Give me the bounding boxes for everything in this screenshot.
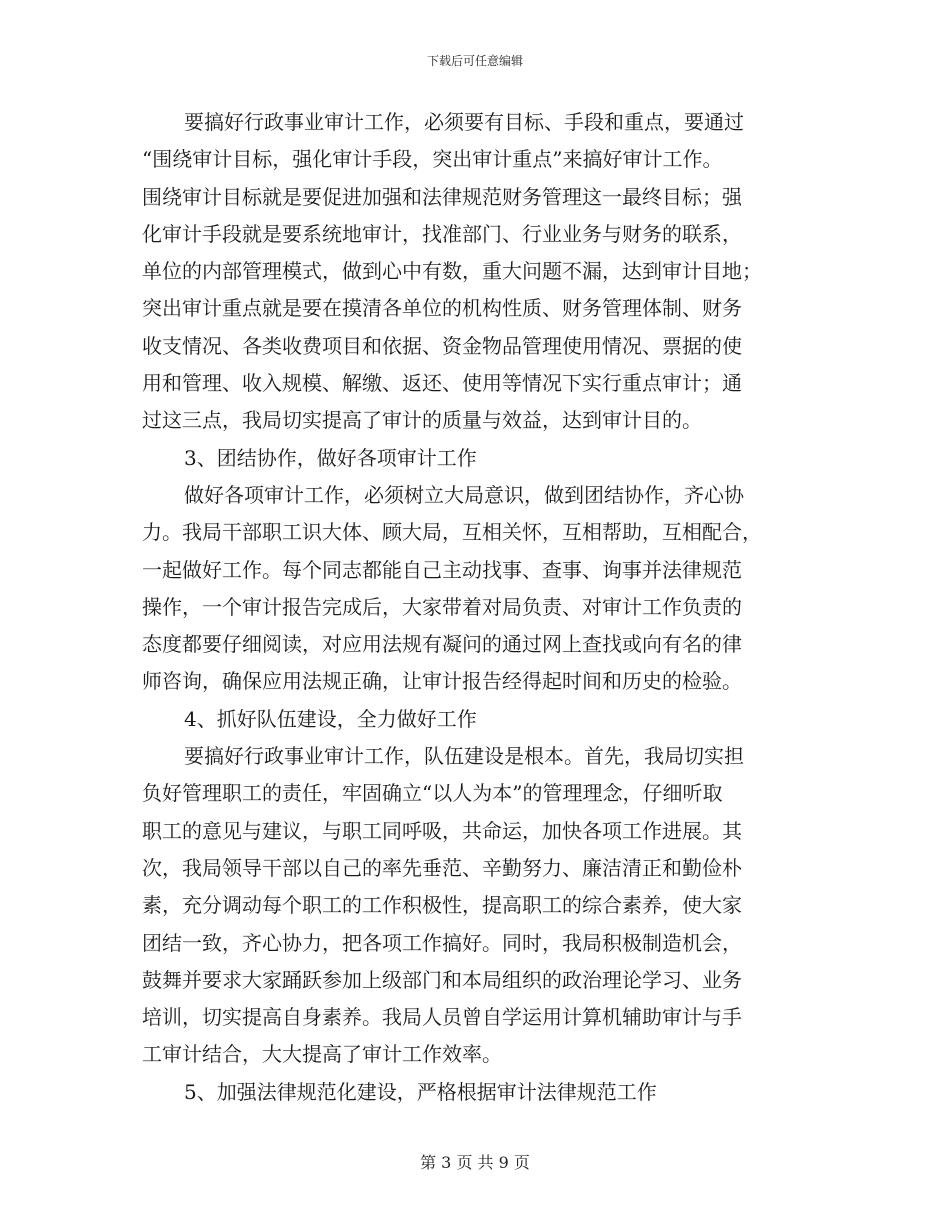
page-footer: 第 3 页 共 9 页 bbox=[420, 1153, 530, 1172]
paragraph-line: 要搞好行政事业审计工作，必须要有目标、手段和重点，要通过 bbox=[184, 110, 744, 134]
paragraph-line: 职工的意见与建议，与职工同呼吸，共命运，加快各项工作进展。其 bbox=[142, 818, 742, 843]
paragraph-line: “围绕审计目标，强化审计手段，突出审计重点”来搞好审计工作。 bbox=[142, 147, 723, 172]
paragraph-line: 培训，切实提高自身素养。我局人员曾自学运用计算机辅助审计与手 bbox=[142, 1005, 742, 1030]
section-heading: 5、加强法律规范化建设，严格根据审计法律规范工作 bbox=[184, 1079, 657, 1104]
paragraph-line: 单位的内部管理模式，做到心中有数，重大问题不漏，达到审计目地； bbox=[142, 259, 762, 284]
paragraph-line: 围绕审计目标就是要促进加强和法律规范财务管理这一最终目标；强 bbox=[142, 184, 742, 209]
paragraph-line: 素，充分调动每个职工的工作积极性，提高职工的综合素养，使大家 bbox=[142, 893, 742, 918]
paragraph-line: 突出审计重点就是要在摸清各单位的机构性质、财务管理体制、财务 bbox=[142, 296, 742, 321]
paragraph-line: 操作，一个审计报告完成后，大家带着对局负责、对审计工作负责的 bbox=[142, 594, 742, 619]
paragraph-line: 要搞好行政事业审计工作，队伍建设是根本。首先，我局切实担 bbox=[184, 744, 744, 769]
paragraph-line: 鼓舞并要求大家踊跃参加上级部门和本局组织的政治理论学习、业务 bbox=[142, 967, 742, 992]
paragraph-line: 师咨询，确保应用法规正确，让审计报告经得起时间和历史的检验。 bbox=[142, 669, 742, 694]
paragraph-line: 负好管理职工的责任，牢固确立“以人为本”的管理理念，仔细听取 bbox=[142, 781, 723, 806]
paragraph-line: 用和管理、收入规模、解缴、返还、使用等情况下实行重点审计；通 bbox=[142, 371, 742, 396]
paragraph-line: 一起做好工作。每个同志都能自己主动找事、查事、询事并法律规范 bbox=[142, 557, 742, 582]
paragraph-line: 次，我局领导干部以自己的率先垂范、辛勤努力、廉洁清正和勤俭朴 bbox=[142, 855, 742, 880]
paragraph-line: 力。我局干部职工识大体、顾大局，互相关怀，互相帮助，互相配合， bbox=[142, 520, 762, 545]
paragraph-line: 做好各项审计工作，必须树立大局意识，做到团结协作，齐心协 bbox=[184, 482, 744, 507]
paragraph-line: 态度都要仔细阅读，对应用法规有凝问的通过网上查找或向有名的律 bbox=[142, 632, 742, 657]
paragraph-line: 工审计结合，大大提高了审计工作效率。 bbox=[142, 1042, 502, 1067]
page-header: 下载后可任意编辑 bbox=[426, 54, 523, 68]
paragraph-line: 化审计手段就是要系统地审计，找准部门、行业业务与财务的联系， bbox=[142, 221, 742, 246]
section-heading: 4、抓好队伍建设，全力做好工作 bbox=[184, 706, 477, 731]
paragraph-line: 团结一致，齐心协力，把各项工作搞好。同时，我局积极制造机会， bbox=[142, 930, 742, 955]
body-text bbox=[142, 104, 807, 1111]
section-heading: 3、团结协作，做好各项审计工作 bbox=[184, 445, 477, 470]
paragraph-line: 收支情况、各类收费项目和依据、资金物品管理使用情况、票据的使 bbox=[142, 333, 742, 358]
paragraph-line: 过这三点，我局切实提高了审计的质量与效益，达到审计目的。 bbox=[142, 408, 702, 433]
